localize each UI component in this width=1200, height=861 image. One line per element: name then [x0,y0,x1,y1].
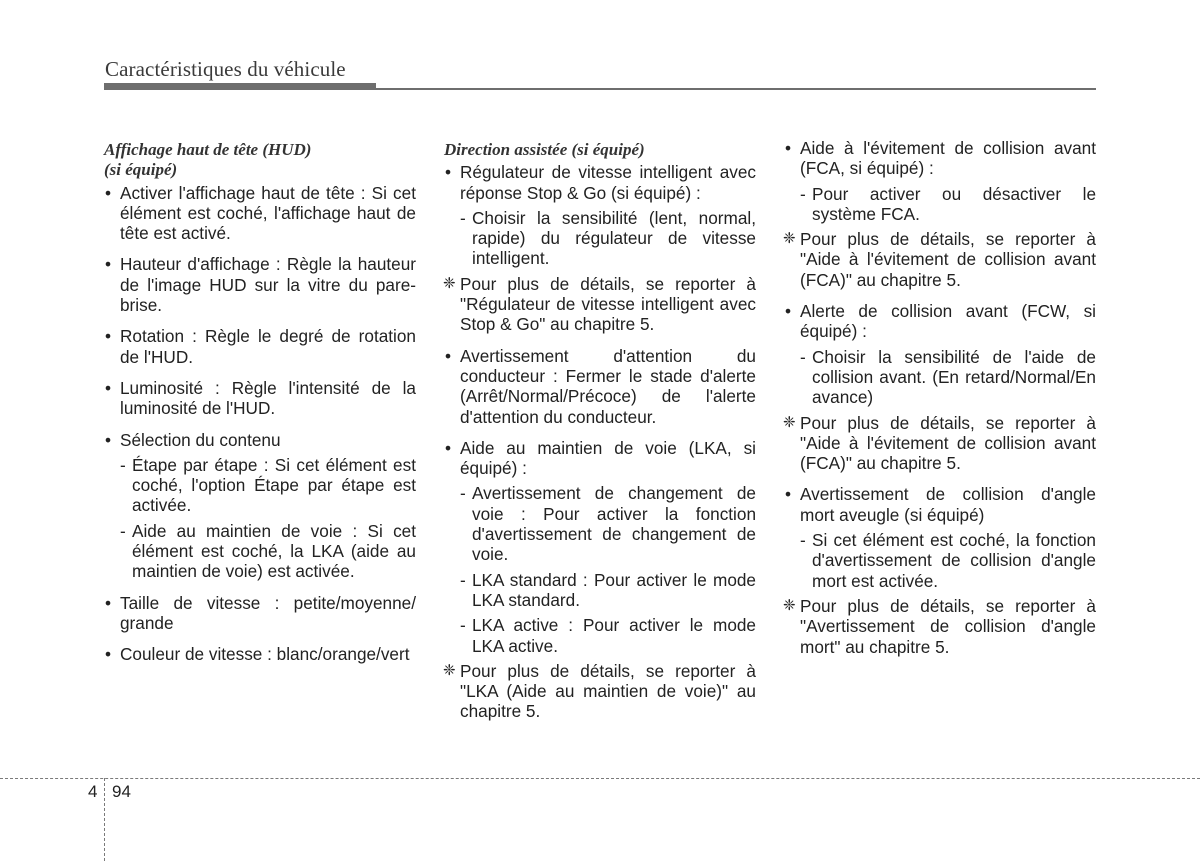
bullet-item: • Luminosité : Règle l'intensité de la luminosité de l'HUD. [104,378,416,419]
note-item: ❈ Pour plus de détails, se reporter à "Régulateur de vitesse intelligent avec Stop & Go" au chapitre 5. [444,274,756,335]
bullet-item: • Aide au maintien de voie (LKA, si équipé) : [444,438,756,479]
bullet-item: • Avertissement d'attention du conducteur : Fermer le stade d'alerte (Arrêt/Normal/Précoce) de l'alerte d'attention du conducteur. [444,346,756,427]
page-number: 94 [112,782,131,801]
dash-item: - Avertissement de changement de voie : Pour activer la fonction d'avertissement de changement de voie. [444,483,756,564]
note-item: ❈ Pour plus de détails, se reporter à "Aide à l'évitement de collision avant (FCA)" au chapitre 5. [784,413,1096,474]
bullet-item: • Activer l'affichage haut de tête : Si cet élément est coché, l'affichage haut de tête est activé. [104,183,416,244]
bullet-item: • Sélection du contenu [104,430,416,450]
section-subheading-hud: (si équipé) [104,160,178,180]
page-header-title: Caractéristiques du véhicule [105,57,346,81]
section-heading-steering: Direction assistée (si équipé) [444,140,645,159]
dash-item: - Si cet élément est coché, la fonction d'avertissement de collision d'angle mort est activée. [784,530,1096,591]
bullet-item: • Avertissement de collision d'angle mort aveugle (si équipé) [784,484,1096,525]
note-item: ❈ Pour plus de détails, se reporter à "Avertissement de collision d'angle mort" au chapitre 5. [784,596,1096,657]
note-item: ❈ Pour plus de détails, se reporter à "Aide à l'évitement de collision avant (FCA)" au chapitre 5. [784,229,1096,290]
bullet-item: • Régulateur de vitesse intelligent avec réponse Stop & Go (si équipé) : [444,162,756,203]
bullet-item: • Couleur de vitesse : blanc/orange/vert [104,644,416,664]
column-2 [444,138,756,722]
note-item: ❈ Pour plus de détails, se reporter à "LKA (Aide au maintien de voie)" au chapitre 5. [444,661,756,722]
dash-item: - Choisir la sensibilité (lent, normal, rapide) du régulateur de vitesse intelligent. [444,208,756,269]
section-heading-hud: Affichage haut de tête (HUD) [104,140,312,159]
bullet-item: • Aide à l'évitement de collision avant (FCA, si équipé) : [784,138,1096,179]
footer-vertical-rule [104,778,105,861]
dash-item: - Choisir la sensibilité de l'aide de collision avant. (En retard/Normal/En avance) [784,347,1096,408]
bullet-item: • Rotation : Règle le degré de rotation de l'HUD. [104,326,416,367]
footer-dashed-rule [0,778,1200,779]
dash-item: - Étape par étape : Si cet élément est coché, l'option Étape par étape est activée. [104,455,416,516]
dash-item: - Pour activer ou désactiver le système FCA. [784,184,1096,225]
column-3 [784,138,1096,657]
dash-item: - Aide au maintien de voie : Si cet élément est coché, la LKA (aide au maintien de voie) est activée. [104,521,416,582]
dash-item: - LKA active : Pour activer le mode LKA active. [444,615,756,656]
chapter-number: 4 [88,782,98,801]
column-1 [104,138,416,665]
dash-item: - LKA standard : Pour activer le mode LKA standard. [444,570,756,611]
bullet-item: • Hauteur d'affichage : Règle la hauteur de l'image HUD sur la vitre du pare-brise. [104,254,416,315]
bullet-item: • Alerte de collision avant (FCW, si équipé) : [784,301,1096,342]
bullet-item: • Taille de vitesse : petite/moyenne/ grande [104,593,416,634]
header-rule [104,88,1096,90]
